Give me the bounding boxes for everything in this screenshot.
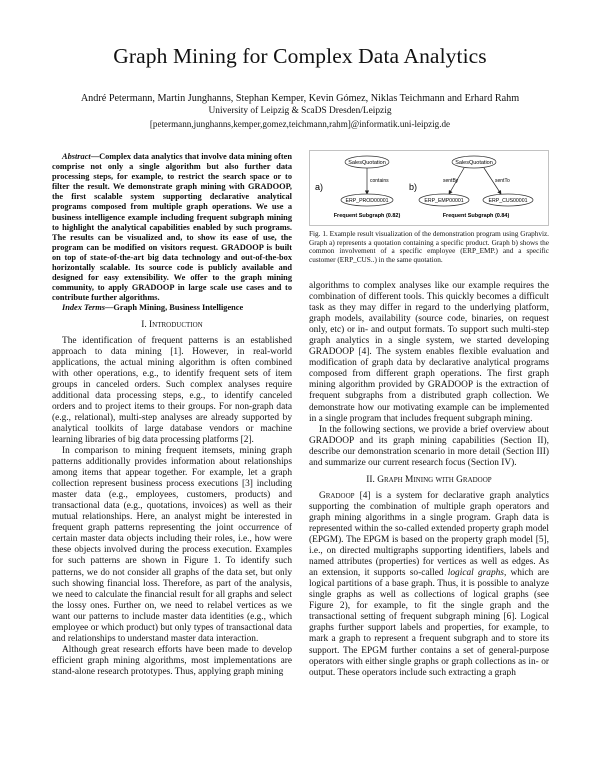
right-paragraph-1: algorithms to complex analyses like our example requires the combination of different tools. This quickly becomes a difficult task as they may differ in regard to the underlying platform, graph models, availability (source code, binaries, on request only, etc) or in- and output formats. To support such multi-step graph analytics in a single system, we started developing GRADOOP [4]. The system enables flexible evaluation and modification of graph data by declarative analytical programs composed from different graph operations. The first graph mining algorithm provided by GRADOOP is the extraction of frequent subgraphs from a distributed graph collection. We demonstrate how our motivating example can be implemented in a single program that includes frequent subgraph mining.: [309, 281, 549, 424]
edge-b-sentto-label: sentTo: [495, 178, 510, 184]
abstract: [52, 152, 292, 303]
author-list: André Petermann, Martin Junghanns, Stephan Kemper, Kevin Gómez, Niklas Teichmann and Erhard Rahm: [80, 93, 520, 104]
paper-title: Graph Mining for Complex Data Analytics: [113, 44, 487, 68]
node-a-quotation-label: SalesQuotation: [348, 160, 386, 166]
figure-1-caption: Fig. 1. Example result visualization of the demonstration program using Graphviz. Graph a) represents a quotation containing a specific product. Graph b) shows the common involvement of a specific employee (ERP_EMP.) and a specific customer (ERP_CUS..) in the same quotation.: [309, 230, 549, 264]
abstract-lead: Abstract—: [62, 152, 100, 161]
right-paragraph-2: In the following sections, we provide a brief overview about GRADOOP and its graph mining capabilities (Section II), describe our demonstration scenario in more detail (Section III) and summarize our current research focus (Section IV).: [309, 424, 549, 468]
abstract-text: Complex data analytics that involve data mining often comprise not only a single algorithm but also further data processing steps, for example, to restrict the search space or to filter the result. We demonstrate graph mining with GRADOOP, the first scalable system supporting declarative analytical programs composed from multiple graph operations. We use a business intelligence example including frequent subgraph mining to highlight the analytical capabilities enabled by such programs. The results can be visualized and, to show its ease of use, the program can be modified on visitors request. GRADOOP is built on top of state-of-the-art big data technology and out-of-the-box horizontally scalable. Its source code is publicly available and designed for easy extensibility. We offer to the graph mining community, to apply GRADOOP in large scale use cases and to contribute further algorithms.: [52, 152, 292, 303]
left-column: [52, 152, 292, 678]
gradoop-lead: Gradoop: [319, 490, 355, 501]
node-b-employee-label: ERP_EMP00001: [424, 198, 464, 204]
index-terms-lead: Index Terms—: [62, 303, 114, 313]
panel-a-caption: Frequent Subgraph (0.82): [333, 213, 401, 219]
figure-1-graphics: [309, 150, 549, 226]
panel-b-caption: Frequent Subgraph (0.84): [442, 213, 510, 219]
gradoop-text-a: [4] is a system for declarative graph analytics supporting the combination of multiple graph operators and graph mining algorithms in a single program. Graph data is represented within the so-called extended property graph model (EPGM). The EPGM is based on the property graph model [5], i.e., on directed multigraphs supporting identifiers, labels and named attributes (properties) for vertices as well as edges. As an extension, it supports so-called: [309, 490, 549, 579]
gradoop-paragraph: [309, 491, 549, 679]
panel-b-label: b): [409, 182, 418, 192]
right-column: [309, 281, 549, 679]
logical-graphs-term: logical graphs: [447, 568, 504, 579]
panel-a-label: a): [315, 182, 324, 192]
intro-paragraph-2: In comparison to mining frequent itemsets, mining graph patterns additionally provides information about relationships among items that appear together. For example, let a graph collection represent business process executions [3] including master data (e.g., employees, customers, products) and transactional data (e.g., quotations, invoices) as well as their mutual relationships. Here, an analyst might be interested in frequent graph patterns representing the joint occurrence of certain master data objects including their roles, i.e., how were these objects involved during the process execution. Examples for such patterns are shown in Figure 1. To identify such patterns, we do not consider all graphs of the data set, but only such showing financial loss. Therefore, as part of the analysis, we need to calculate the financial result for all graphs and select the lossy ones. Further on, we need to relabel vertices as we want our patterns to include master data identities (e.g., which employee or which product) but only types of transactional data and relationships to understand master data interaction.: [52, 446, 292, 644]
index-terms: [52, 303, 292, 313]
edge-a-label: contains: [370, 178, 389, 184]
gradoop-text-b: , which are logical partitions of a base graph. Thus, it is possible to analyze single graphs as well as collections of logical graphs (see Figure 2), for example, to fit the single graph and the transactional setting of frequent subgraph mining [6]. Logical graphs further support labels and properties, for example, to mark a graph to represent a frequent subgraph and to store its support. The EPGM further contains a set of general-purpose operators with either single graphs or graph collections as in- or output. These operators include such extracting a graph: [309, 568, 550, 678]
affiliation: University of Leipzig & ScaDS Dresden/Leipzig: [208, 106, 392, 116]
node-a-product-label: ERP_PROD00001: [345, 198, 389, 204]
figure-1: [309, 150, 549, 226]
node-b-customer-label: ERP_CUS00001: [488, 198, 528, 204]
intro-paragraph-1: The identification of frequent patterns is an established approach to data mining [1]. However, in real-world applications, the actual mining algorithm is often combined with other operations, e.g., to identify frequent sets of item groups in canceled orders. Such complex analyses require additional data processing steps, e.g., to identify canceled orders and to project items to their groups. For non-graph data (e.g., relational), multi-step analyses are already supported by analytical toolkits of large database vendors or machine learning libraries of big data processing platforms [2].: [52, 335, 292, 445]
intro-paragraph-3: Although great research efforts have been made to develop efficient graph mining algorithms, most implementations are stand-alone research prototypes. Thus, applying graph mining: [52, 644, 292, 677]
author-emails: [petermann,junghanns,kemper,gomez,teichmann,rahm]@informatik.uni-leipzig.de: [149, 119, 451, 129]
node-b-quotation-label: SalesQuotation: [455, 160, 493, 166]
section-heading-graph-mining: II. Graph Mining with Gradoop: [366, 474, 492, 485]
edge-b-sentby-label: sentBy: [443, 178, 459, 184]
index-terms-text: Graph Mining, Business Intelligence: [113, 303, 244, 313]
section-heading-introduction: I. Introduction: [141, 319, 203, 330]
